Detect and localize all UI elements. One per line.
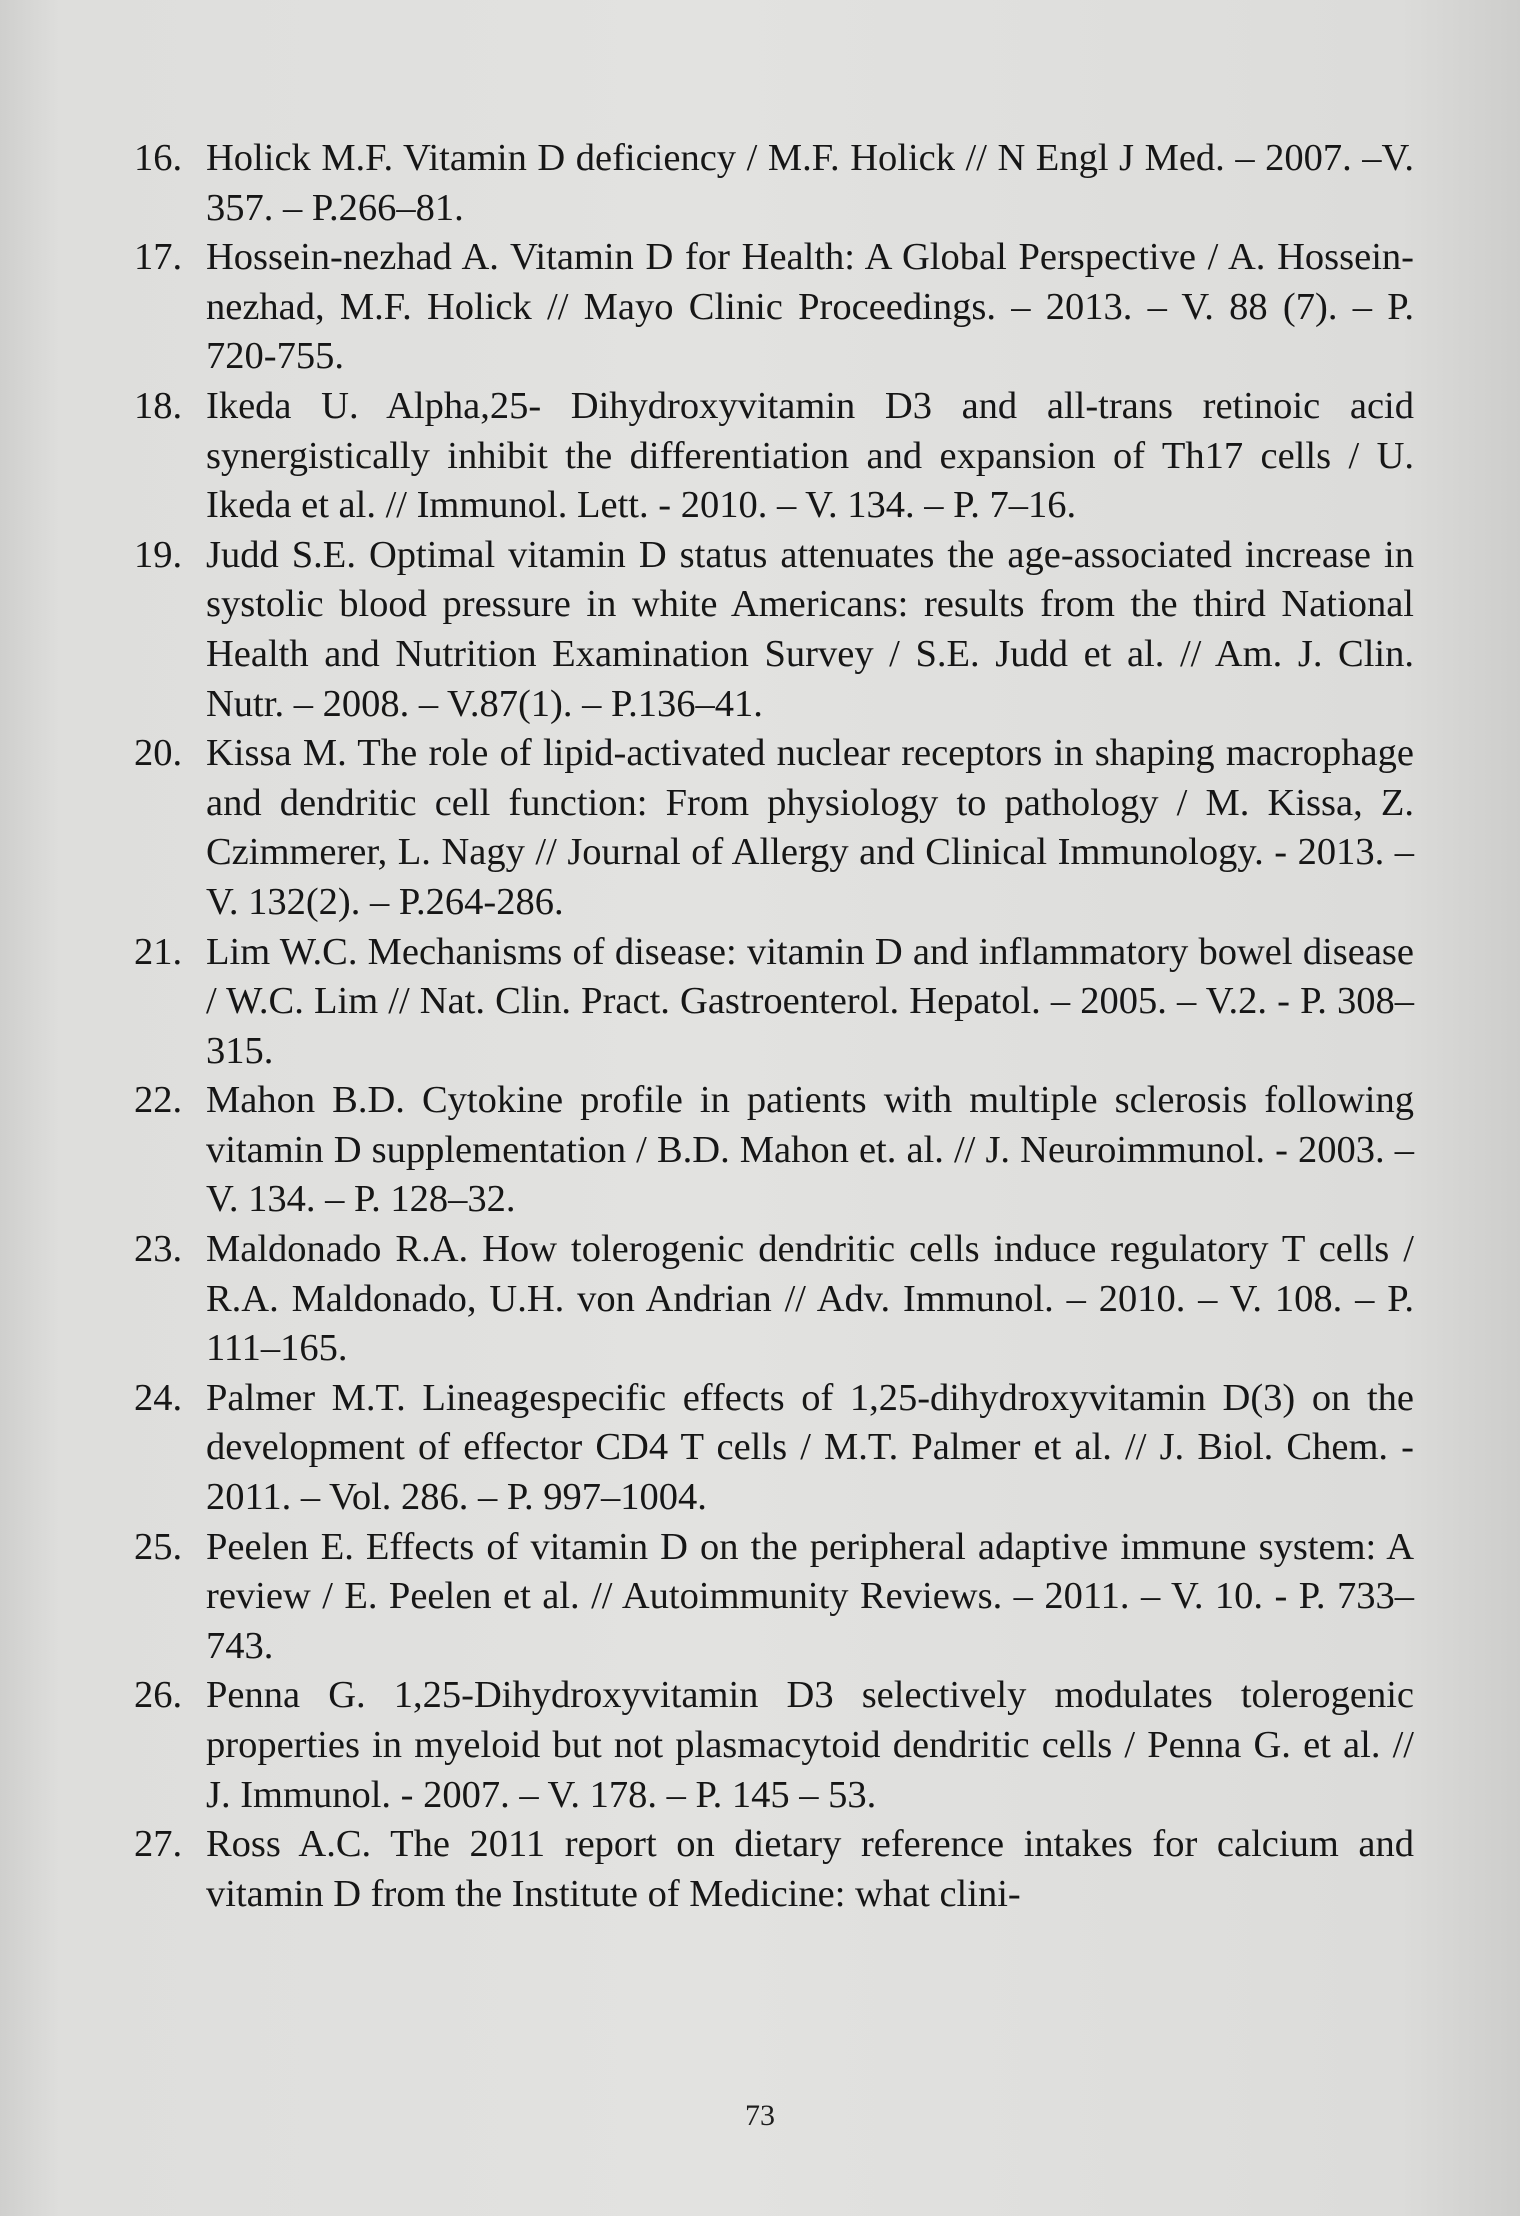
reference-number: 19. xyxy=(134,533,183,576)
reference-number: 17. xyxy=(134,236,183,279)
reference-number: 18. xyxy=(134,384,183,427)
reference-text: Ross A.C. The 2011 report on dietary reference intakes for calcium and vitamin D from the Institute of Medicine: what clini- xyxy=(206,1823,1414,1915)
reference-number: 24. xyxy=(134,1376,183,1419)
reference-text: Holick M.F. Vitamin D deficiency / M.F. Holick // N Engl J Med. – 2007. –V. 357. – P.266–81. xyxy=(206,137,1414,229)
reference-item-16 xyxy=(134,134,1414,233)
reference-text: Judd S.E. Optimal vitamin D status attenuates the age-associated increase in systolic blood pressure in white Americans: results from the third National Health and Nutrition Examination Survey / S.E. Judd et al. // Am. J. Clin. Nutr. – 2008. – V.87(1). – P.136–41. xyxy=(206,533,1414,725)
reference-number: 20. xyxy=(134,732,183,775)
reference-item-17 xyxy=(134,233,1414,382)
reference-item-20 xyxy=(134,729,1414,927)
reference-text: Lim W.C. Mechanisms of disease: vitamin D and inflammatory bowel disease / W.C. Lim // Nat. Clin. Pract. Gastroenterol. Hepatol. – 2005. – V.2. - P. 308–315. xyxy=(206,930,1414,1072)
reference-item-25 xyxy=(134,1523,1414,1672)
reference-number: 16. xyxy=(134,137,183,179)
reference-list xyxy=(134,134,1414,1919)
reference-item-18 xyxy=(134,382,1414,531)
reference-item-23 xyxy=(134,1225,1414,1374)
reference-text: Hossein-nezhad A. Vitamin D for Health: A Global Perspective / A. Hossein-nezhad, M.F. Holick // Mayo Clinic Proceedings. – 2013. – V. 88 (7). – P. 720-755. xyxy=(206,236,1414,378)
reference-item-22 xyxy=(134,1076,1414,1225)
reference-number: 22. xyxy=(134,1079,183,1122)
reference-number: 27. xyxy=(134,1823,183,1866)
reference-text: Palmer M.T. Lineagespecific effects of 1,25-dihydroxyvitamin D(3) on the development of effector CD4 T cells / M.T. Palmer et al. // J. Biol. Chem. - 2011. – Vol. 286. – P. 997–1004. xyxy=(206,1376,1414,1519)
reference-number: 21. xyxy=(134,930,183,973)
reference-text: Peelen E. Effects of vitamin D on the peripheral adaptive immune system: A review / E. Peelen et al. // Autoimmunity Reviews. – 2011. – V. 10. - P. 733–743. xyxy=(206,1525,1414,1667)
reference-number: 25. xyxy=(134,1525,183,1568)
reference-text: Mahon B.D. Cytokine profile in patients with multiple sclerosis following vitamin D supplementation / B.D. Mahon et. al. // J. Neuroimmunol. - 2003. – V. 134. – P. 128–32. xyxy=(206,1079,1414,1221)
reference-text: Penna G. 1,25-Dihydroxyvitamin D3 selectively modulates tolerogenic properties in myeloid but not plasmacytoid dendritic cells / Penna G. et al. // J. Immunol. - 2007. – V. 178. – P. 145 – 53. xyxy=(206,1674,1414,1816)
reference-text: Ikeda U. Alpha,25- Dihydroxyvitamin D3 and all-trans retinoic acid synergistically inhibit the differentiation and expansion of Th17 cells / U. Ikeda et al. // Immunol. Lett. - 2010. – V. 134. – P. 7–16. xyxy=(206,384,1414,527)
reference-item-26 xyxy=(134,1671,1414,1820)
reference-item-27 xyxy=(134,1820,1414,1919)
reference-text: Kissa M. The role of lipid-activated nuclear receptors in shaping macrophage and dendritic cell function: From physiology to pathology / M. Kissa, Z. Czimmerer, L. Nagy // Journal of Allergy and Clinical Immunology. - 2013. – V. 132(2). – P.264-286. xyxy=(206,732,1414,923)
reference-item-21 xyxy=(134,928,1414,1077)
page-number: 73 xyxy=(745,2099,775,2132)
reference-item-19 xyxy=(134,531,1414,729)
reference-item-24 xyxy=(134,1374,1414,1523)
reference-number: 23. xyxy=(134,1228,183,1271)
reference-text: Maldonado R.A. How tolerogenic dendritic cells induce regulatory T cells / R.A. Maldonado, U.H. von Andrian // Adv. Immunol. – 2010. – V. 108. – P. 111–165. xyxy=(206,1228,1414,1370)
reference-number: 26. xyxy=(134,1674,183,1717)
